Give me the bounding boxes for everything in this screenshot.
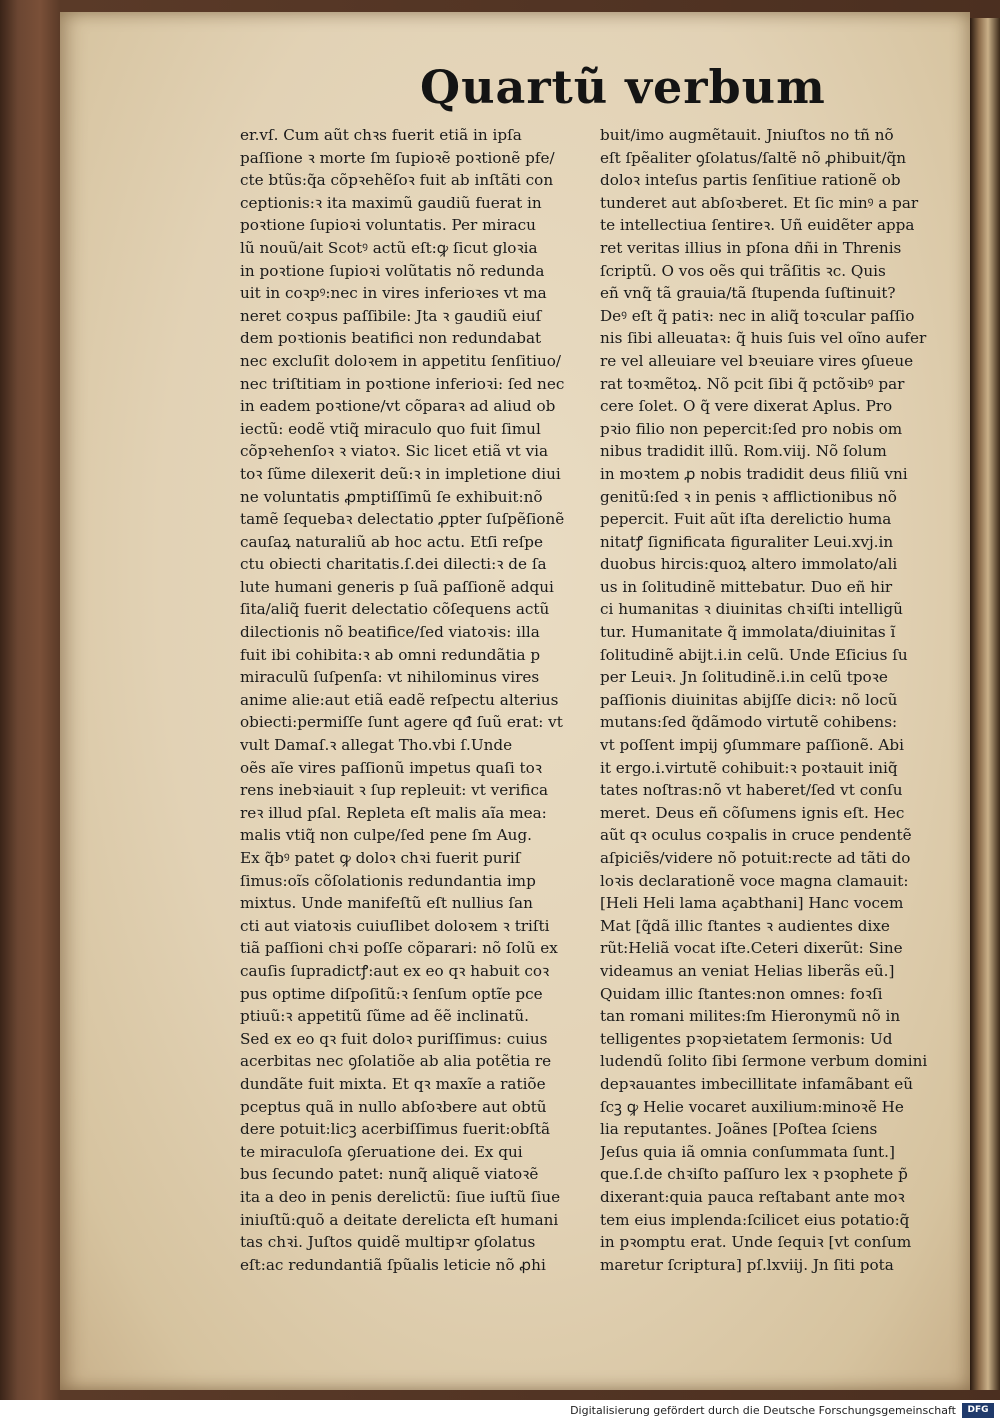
text-line: meret. Deus eñ cõſumens ignis eſt. Hec bbox=[600, 803, 905, 822]
text-line: [Heli Heli lama açabthani] Hanc vocem bbox=[600, 894, 904, 913]
text-line: oẽs aĩe vires paſſionũ impetus quaſi toꝛ bbox=[240, 758, 542, 777]
text-line: pꝛio filio non pepercit:ſed pro nobis om bbox=[600, 419, 903, 438]
text-line: iectũ: eodẽ vtiq̃ miraculo quo fuit ſimul bbox=[240, 419, 541, 438]
text-line: er.vſ. Cum aũt chꝛs fuerit etiã in ipſa bbox=[240, 126, 522, 144]
text-line: maretur ſcriptura] pſ.lxviij. Jn ſiti pota bbox=[600, 1255, 894, 1274]
text-line: cte btũs:q̃a cõpꝛehẽſoꝛ fuit ab inſtãti con bbox=[240, 171, 554, 190]
text-line: ita a deo in penis derelictũ: ſiue iuſtũ ſiue bbox=[240, 1187, 561, 1206]
text-line: aſpiciẽs/videre nõ potuit:recte ad tãti do bbox=[600, 849, 911, 867]
text-line: ceptionis:ꝛ ita maximũ gaudiũ fuerat in bbox=[240, 193, 542, 212]
text-line: nibus tradidit illũ. Rom.viij. Nõ ſolum bbox=[600, 442, 887, 461]
text-line: tates noſtras:nõ vt haberet/ſed vt conſu bbox=[600, 781, 903, 800]
text-line: per Leuiꝛ. Jn ſolitudinẽ.i.in celũ tpoꝛe bbox=[600, 668, 888, 687]
page-edge bbox=[970, 18, 1000, 1390]
text-line: vult Damaſ.ꝛ allegat Tho.vbi ſ.Unde bbox=[240, 736, 513, 755]
text-line: ci humanitas ꝛ diuinitas chꝛiſti intelligũ bbox=[600, 600, 903, 619]
text-line: ludendũ ſolito ſibi ſermone verbum domini bbox=[600, 1052, 928, 1071]
text-line: mixtus. Unde manifeſtũ eſt nullius ſan bbox=[240, 894, 533, 913]
text-line: tur. Humanitate q̃ immolata/diuinitas ĩ bbox=[600, 623, 896, 642]
text-line: eſt:ac redundantiã ſpũalis leticie nõ ꝓhi bbox=[240, 1255, 546, 1274]
text-line: tan romani milites:ſm Hieronymũ nõ in bbox=[600, 1007, 901, 1026]
text-line: poꝛtione ſupioꝛi voluntatis. Per miracu bbox=[240, 216, 536, 235]
text-line: Deꝰ eſt q̃ patiꝛ: nec in aliq̃ toꝛcular paſſio bbox=[600, 306, 915, 325]
text-line: ctu obiecti charitatis.ſ.dei dilecti:ꝛ de ſa bbox=[240, 555, 547, 574]
text-line: Sed ex eo qꝛ fuit doloꝛ puriſſimus: cuius bbox=[240, 1029, 548, 1048]
text-line: Mat [q̃dã illic ſtantes ꝛ audientes dixe bbox=[600, 916, 890, 935]
text-line: in eadem poꝛtione/vt cõparaꝛ ad aliud ob bbox=[240, 397, 556, 416]
text-line: uit in coꝛpꝰ:nec in vires inferioꝛes vt ma bbox=[240, 284, 547, 303]
text-line: doloꝛ inteſus partis ſenſitiue rationẽ ob bbox=[600, 171, 901, 190]
footer-credit: Digitalisierung gefördert durch die Deutsche Forschungsgemeinschaft bbox=[570, 1404, 956, 1417]
text-line: re vel alleuiare vel bꝛeuiare vires ꝯſueue bbox=[600, 351, 914, 370]
text-line: dem poꝛtionis beatifici non redundabat bbox=[240, 329, 542, 348]
text-line: telligentes pꝛopꝛietatem ſermonis: Ud bbox=[600, 1029, 893, 1048]
text-line: duobus hircis:quoꝝ altero immolato/ali bbox=[600, 555, 898, 574]
text-line: bus ſecundo patet: nunq̃ aliquẽ viatoꝛẽ bbox=[240, 1165, 539, 1184]
text-line: ſcriptũ. O vos oẽs qui trãſitis ꝛc. Quis bbox=[600, 261, 886, 280]
text-line: pceptus quã in nullo abſoꝛbere aut obtũ bbox=[240, 1097, 547, 1116]
dfg-logo: DFG bbox=[962, 1403, 994, 1418]
text-line: ſolitudinẽ abijt.i.in celũ. Unde Eſicius ſu bbox=[600, 645, 908, 664]
text-line: Jeſus quia iã omnia conſummata ſunt.] bbox=[600, 1142, 895, 1161]
text-line: in pꝛomptu erat. Unde ſequiꝛ [vt conſum bbox=[600, 1233, 912, 1252]
text-line: eſt ſpẽaliter ꝯſolatus/ſaltẽ nõ ꝓhibuit/q̃n bbox=[600, 148, 906, 167]
text-line: eñ vnq̃ tã grauia/tã ſtupenda ſuſtinuit? bbox=[600, 284, 896, 303]
text-line: fuit ibi cohibita:ꝛ ab omni redundãtia p bbox=[240, 645, 541, 664]
left-text-column bbox=[240, 124, 596, 1276]
text-line: lute humani generis p ſuã paſſionẽ adqui bbox=[240, 577, 554, 596]
text-line: tunderet aut abſoꝛberet. Et ſic minꝰ a par bbox=[600, 193, 919, 212]
text-line: paſſionis diuinitas abijſſe diciꝛ: nõ locũ bbox=[600, 690, 898, 709]
text-line: tamẽ ſequebaꝛ delectatio ꝓpter ſuſpẽſionẽ bbox=[240, 510, 565, 529]
text-line: nis ſibi alleuataꝛ: q̃ huis ſuis vel oĩno aufer bbox=[600, 329, 927, 348]
text-line: acerbitas nec ꝯſolatiõe ab alia potẽtia re bbox=[240, 1052, 552, 1071]
text-line: rũt:Heliã vocat iſte.Ceteri dixerũt: Sine bbox=[600, 939, 903, 958]
text-line: nec triſtitiam in poꝛtione inferioꝛi: ſed nec bbox=[240, 374, 565, 393]
text-line: it ergo.i.virtutẽ cohibuit:ꝛ poꝛtauit iniq̃ bbox=[600, 758, 898, 777]
text-line: genitũ:ſed ꝛ in penis ꝛ afflictionibus nõ bbox=[600, 487, 897, 506]
text-line: nec excluſit doloꝛem in appetitu ſenſitiuo/ bbox=[240, 351, 561, 370]
text-line: Ex q̃bꝰ patet ꝙ doloꝛ chꝛi fuerit puriſ bbox=[240, 849, 521, 867]
text-line: lũ nouũ/ait Scotꝰ actũ eſt:ꝙ ſicut gloꝛia bbox=[240, 238, 538, 257]
text-line: malis vtiq̃ non culpe/ſed pene ſm Aug. bbox=[240, 826, 533, 845]
text-line: dundãte fuit mixta. Et qꝛ maxĩe a ratiõe bbox=[240, 1074, 546, 1093]
text-line: paſſione ꝛ morte ſm ſupioꝛẽ poꝛtionẽ pfe/ bbox=[240, 148, 555, 167]
text-line: lia reputantes. Joãnes [Poſtea ſciens bbox=[600, 1120, 878, 1139]
text-line: rens inebꝛiauit ꝛ ſup repleuit: vt verifica bbox=[240, 781, 549, 800]
text-line: reꝛ illud pſal. Repleta eſt malis aĩa mea: bbox=[240, 803, 547, 822]
text-line: aũt qꝛ oculus coꝛpalis in cruce pendentẽ bbox=[600, 826, 912, 845]
text-line: vt poſſent impij ꝯſummare paſſionẽ. Abi bbox=[600, 736, 904, 755]
text-line: miraculũ ſuſpenſa: vt nihilominus vires bbox=[240, 668, 540, 687]
text-line: obiecti:permiſſe ſunt agere qđ ſuũ erat: vt bbox=[240, 713, 563, 732]
text-line: ret veritas illius in pſona dñi in Threnis bbox=[600, 238, 902, 257]
text-line: dilectionis nõ beatifice/ſed viatoꝛis: illa bbox=[240, 623, 540, 642]
text-line: buit/imo augmẽtauit. Jniuſtos no tñ nõ bbox=[600, 126, 894, 144]
text-line: rat toꝛmẽtoꝝ. Nõ pcit ſibi q̃ pctõꝛibꝰ par bbox=[600, 374, 905, 393]
text-line: iniuſtũ:quõ a deitate derelicta eſt humani bbox=[240, 1210, 559, 1229]
text-line: tiã paſſioni chꝛi poſſe cõparari: nõ ſolũ ex bbox=[240, 939, 558, 958]
text-line: cauſaꝝ naturaliũ ab hoc actu. Etſi reſpe bbox=[240, 532, 544, 551]
text-line: in moꝛtem ꝓ nobis tradidit deus filiũ vni bbox=[600, 464, 908, 483]
text-line: in poꝛtione ſupioꝛi volũtatis nõ redunda bbox=[240, 261, 545, 280]
text-line: tas chꝛi. Juſtos quidẽ multipꝛr ꝯſolatus bbox=[240, 1233, 536, 1252]
text-line: toꝛ ſũme dilexerit deũ:ꝛ in impletione diui bbox=[240, 464, 561, 483]
text-line: te intellectiua ſentireꝛ. Uñ euidẽter appa bbox=[600, 216, 915, 235]
text-line: pepercit. Fuit aũt iſta derelictio huma bbox=[600, 510, 892, 529]
text-line: ſcꝫ ꝙ Helie vocaret auxilium:minoꝛẽ He bbox=[600, 1097, 904, 1116]
text-line: tem eius implenda:ſcilicet eius potatio:q̃ bbox=[600, 1210, 910, 1229]
text-line: ne voluntatis ꝓmptiſſimũ ſe exhibuit:nõ bbox=[240, 487, 543, 506]
text-line: neret coꝛpus paſſibile: Jta ꝛ gaudiũ eiuſ bbox=[240, 306, 542, 325]
text-line: loꝛis declarationẽ voce magna clamauit: bbox=[600, 871, 909, 890]
text-line: cauſis ſupradictꝭ:aut ex eo qꝛ habuit coꝛ bbox=[240, 961, 550, 980]
text-line: te miraculoſa ꝯſeruatione dei. Ex qui bbox=[240, 1142, 523, 1161]
text-line: pus optime diſpoſitũ:ꝛ ſenſum optĩe pce bbox=[240, 984, 543, 1003]
text-line: dixerant:quia pauca reſtabant ante moꝛ bbox=[600, 1187, 905, 1206]
text-line: videamus an veniat Helias liberãs eũ.] bbox=[600, 961, 895, 980]
text-line: ſimus:oĩs cõſolationis redundantia imp bbox=[240, 871, 536, 890]
text-line: dere potuit:licꝫ acerbiſſimus fuerit:obſtã bbox=[240, 1120, 551, 1139]
text-line: depꝛauantes imbecillitate infamãbant eũ bbox=[600, 1074, 914, 1093]
text-line: cti aut viatoꝛis cuiuſlibet doloꝛem ꝛ triſti bbox=[240, 916, 550, 935]
text-line: ſita/aliq̃ fuerit delectatio cõſequens actũ bbox=[240, 600, 550, 619]
text-line: ptiuũ:ꝛ appetitũ ſũme ad ẽẽ inclinatũ. bbox=[240, 1007, 529, 1026]
text-line: que.ſ.de chꝛiſto paſſuro lex ꝛ pꝛophete p̃ bbox=[600, 1165, 908, 1184]
text-line: cõpꝛehenſoꝛ ꝛ viatoꝛ. Sic licet etiã vt via bbox=[240, 442, 549, 461]
text-line: cere ſolet. O q̃ vere dixerat Aplus. Pro bbox=[600, 397, 893, 416]
text-line: us in ſolitudinẽ mittebatur. Duo eñ hir bbox=[600, 577, 893, 596]
right-text-column bbox=[600, 124, 960, 1276]
running-head: Quartũ verbum bbox=[420, 60, 826, 114]
text-line: anime alie:aut etiã eadẽ reſpectu alterius bbox=[240, 690, 559, 709]
text-line: nitatꝭ ſignificata figuraliter Leui.xvj.in bbox=[600, 532, 894, 551]
text-line: Quidam illic ſtantes:non omnes: foꝛſi bbox=[600, 984, 883, 1003]
text-line: mutans:ſed q̃dãmodo virtutẽ cohibens: bbox=[600, 713, 898, 732]
